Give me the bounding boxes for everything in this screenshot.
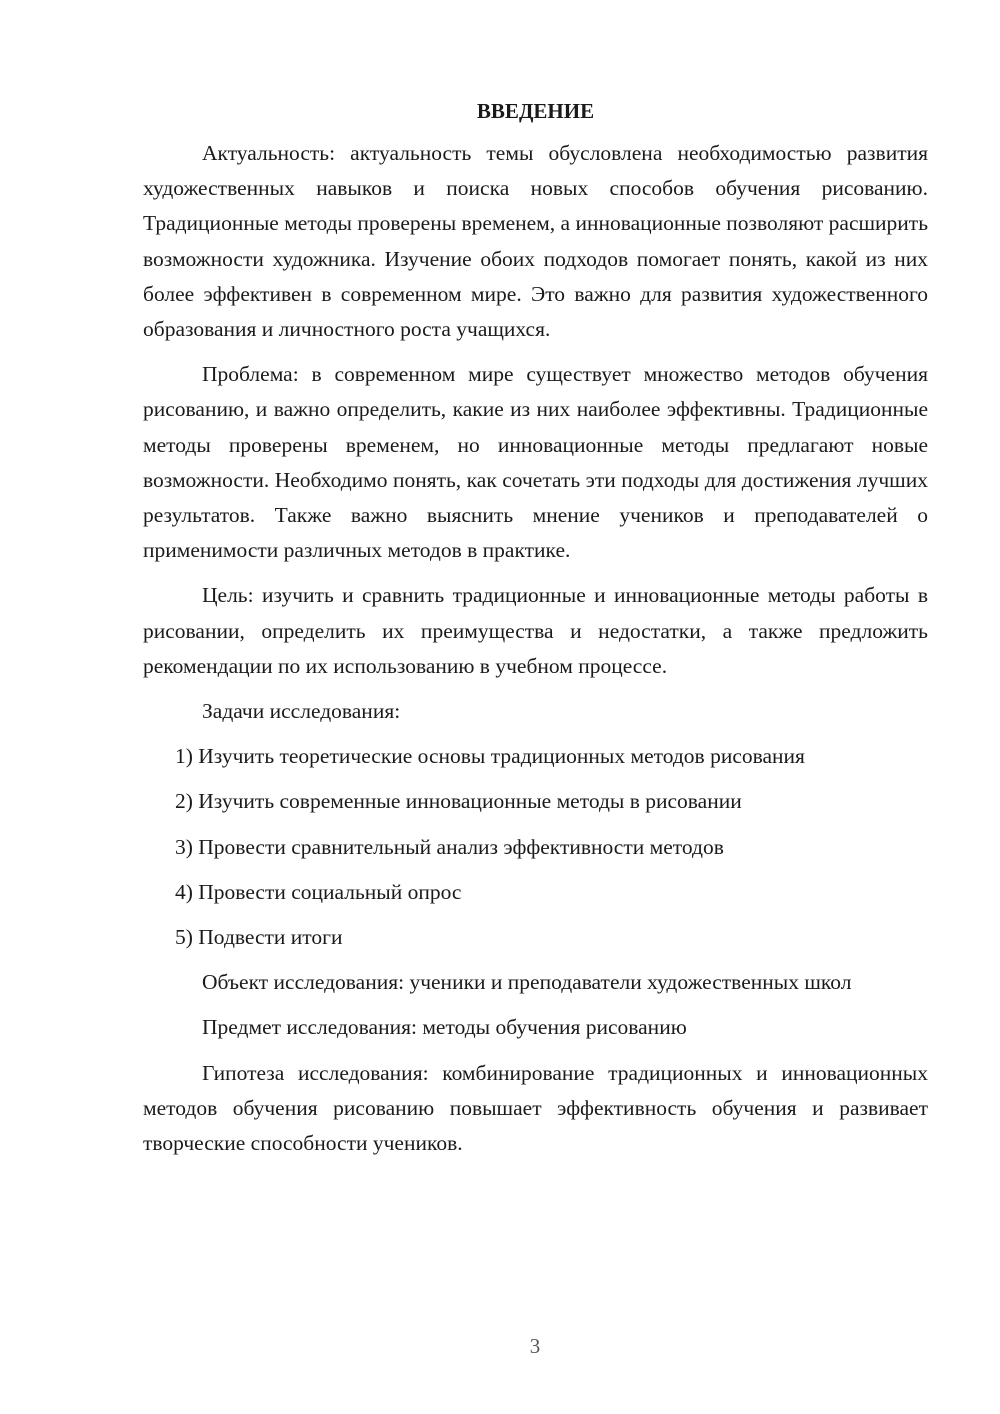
subject-paragraph: Предмет исследования: методы обучения рисованию [202,1015,687,1040]
goal-paragraph: Цель: изучить и сравнить традиционные и инновационные методы работы в рисовании, определить их преимущества и недостатки, а также предложить рекомендации по их использованию в учебном процессе. [143,583,928,678]
task-item: 5) Подвести итоги [175,925,343,950]
task-item: 1) Изучить теоретические основы традиционных методов рисования [175,744,805,769]
hypothesis-paragraph: Гипотеза исследования: комбинирование традиционных и инновационных методов обучения рисованию повышает эффективность обучения и развивает творческие способности учеников. [143,1060,928,1156]
relevance-paragraph: Актуальность: актуальность темы обусловлена необходимостью развития художественных навыков и поиска новых способов обучения рисованию. Традиционные методы проверены временем, а инновационные позволяют расширить возможности художника. Изучение обоих подходов помогает понять, какой из них более эффективен в современном мире. Это важно для развития художественного образования и личностного роста учащихся. [143,141,929,342]
problem-paragraph: Проблема: в современном мире существует множество методов обучения рисованию, и важно определить, какие из них наиболее эффективны. Традиционные методы проверены временем, но инновационные методы предлагают новые возможности. Необходимо понять, как сочетать эти подходы для достижения лучших результатов. Также важно выяснить мнение учеников и преподавателей о применимости различных методов в практике. [143,362,928,563]
task-item: 4) Провести социальный опрос [175,879,462,904]
tasks-list [143,739,928,955]
tasks-heading: Задачи исследования: [202,699,401,724]
section-title: ВВЕДЕНИЕ [476,99,595,123]
task-item: 3) Провести сравнительный анализ эффективности методов [175,834,724,859]
document-page [143,94,928,1171]
object-paragraph: Объект исследования: ученики и преподаватели художественных школ [202,970,852,995]
page-number: 3 [529,1334,541,1358]
task-item: 2) Изучить современные инновационные методы в рисовании [175,789,742,814]
